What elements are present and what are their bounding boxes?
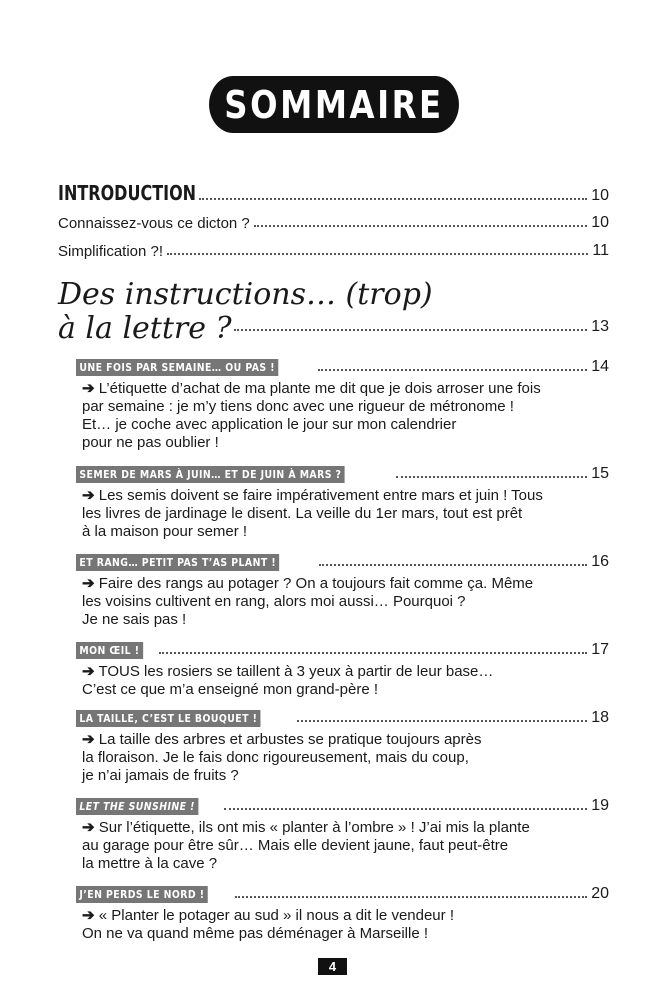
description-line	[82, 505, 609, 523]
description-text: C’est ce que m’a enseigné mon grand-père !	[82, 681, 379, 698]
page-title: SOMMAIRE	[209, 76, 459, 133]
description-line	[82, 749, 609, 767]
toc-page-number: 17	[591, 641, 609, 658]
arrow-right-icon: ➔	[82, 487, 95, 504]
entry-tag: UNE FOIS PAR SEMAINE… OU PAS !	[76, 359, 278, 376]
description-line	[82, 819, 609, 837]
description-text: TOUS les rosiers se taillent à 3 yeux à partir de leur base…	[98, 663, 494, 680]
toc-intro[interactable]	[58, 181, 609, 205]
toc-label: Simplification ?!	[58, 243, 164, 260]
dot-leader	[234, 329, 587, 331]
page-number: 4	[318, 958, 347, 975]
toc-page-number: 10	[591, 214, 609, 231]
description-line	[82, 398, 609, 416]
toc-entry[interactable]	[76, 641, 609, 699]
entry-description	[82, 819, 609, 873]
toc-label: Connaissez-vous ce dicton ?	[58, 215, 250, 232]
description-text: « Planter le potager au sud » il nous a dit le vendeur !	[98, 907, 454, 924]
toc-label: INTRODUCTION	[58, 181, 197, 205]
entry-heading-row[interactable]	[76, 797, 609, 815]
arrow-right-icon: ➔	[82, 575, 95, 592]
entry-tag: ET RANG… PETIT PAS T’AS PLANT !	[76, 554, 279, 571]
chapter-title-line: Des instructions… (trop)	[58, 277, 433, 312]
description-text: La taille des arbres et arbustes se pratique toujours après	[98, 731, 482, 748]
description-text: par semaine : je m’y tiens donc avec une rigueur de métronome !	[82, 398, 514, 415]
description-line	[82, 925, 609, 943]
description-line	[82, 855, 609, 873]
entry-description	[82, 663, 609, 699]
entry-tag: MON ŒIL !	[76, 642, 143, 659]
entry-tag: J’EN PERDS LE NORD !	[76, 886, 208, 903]
description-line	[82, 416, 609, 434]
arrow-right-icon: ➔	[82, 819, 95, 836]
description-text: On ne va quand même pas déménager à Marseille !	[82, 925, 429, 942]
description-text: Sur l’étiquette, ils ont mis « planter à l’ombre » ! J’ai mis la plante	[98, 819, 530, 836]
description-line	[82, 487, 609, 505]
entry-description	[82, 380, 609, 452]
dot-leader	[224, 808, 587, 810]
toc-sub[interactable]	[58, 214, 609, 232]
toc-page-number: 11	[592, 242, 609, 259]
description-text: Et… je coche avec application le jour sur mon calendrier	[82, 416, 457, 433]
description-line	[82, 681, 609, 699]
description-line	[82, 907, 609, 925]
description-text: les voisins cultivent en rang, alors moi aussi… Pourquoi ?	[82, 593, 466, 610]
description-text: Les semis doivent se faire impérativement entre mars et juin ! Tous	[98, 487, 543, 504]
description-text: les livres de jardinage le disent. La veille du 1er mars, tout est prêt	[82, 505, 523, 522]
arrow-right-icon: ➔	[82, 731, 95, 748]
description-text: à la maison pour semer !	[82, 523, 248, 540]
description-text: L’étiquette d’achat de ma plante me dit que je dois arroser une fois	[98, 380, 541, 397]
description-line	[82, 837, 609, 855]
arrow-right-icon: ➔	[82, 380, 95, 397]
description-line	[82, 593, 609, 611]
toc-page-number: 18	[591, 709, 609, 726]
description-text: Je ne sais pas !	[82, 611, 187, 628]
entry-heading-row[interactable]	[76, 885, 609, 903]
toc-entry[interactable]	[76, 553, 609, 629]
description-line	[82, 611, 609, 629]
toc-entry[interactable]	[76, 885, 609, 943]
entry-tag: LA TAILLE, C’EST LE BOUQUET !	[76, 710, 261, 727]
toc-page-number: 20	[591, 885, 609, 902]
entry-description	[82, 907, 609, 943]
description-text: pour ne pas oublier !	[82, 434, 219, 451]
description-line	[82, 380, 609, 398]
arrow-right-icon: ➔	[82, 663, 95, 680]
description-text: au garage pour être sûr… Mais elle devient jaune, faut peut-être	[82, 837, 509, 854]
description-line	[82, 767, 609, 785]
description-line	[82, 731, 609, 749]
entry-heading-row[interactable]	[76, 553, 609, 571]
arrow-right-icon: ➔	[82, 907, 95, 924]
description-text: je n’ai jamais de fruits ?	[82, 767, 239, 784]
toc-page-number: 16	[591, 553, 609, 570]
toc-page-number: 19	[591, 797, 609, 814]
toc-page-number: 14	[591, 358, 609, 375]
entry-heading-row[interactable]	[76, 641, 609, 659]
dot-leader	[396, 476, 587, 478]
dot-leader	[297, 720, 587, 722]
toc-sub[interactable]	[58, 242, 609, 260]
entry-heading-row[interactable]	[76, 358, 609, 376]
toc-page-number: 15	[591, 465, 609, 482]
chapter-title-line: à la lettre ?	[58, 311, 232, 346]
description-text: Faire des rangs au potager ? On a toujours fait comme ça. Même	[98, 575, 534, 592]
toc-entry[interactable]	[76, 358, 609, 452]
entry-tag: LET THE SUNSHINE !	[76, 798, 198, 815]
entry-tag: SEMER DE MARS À JUIN… ET DE JUIN À MARS ?	[76, 466, 345, 483]
entry-description	[82, 731, 609, 785]
dot-leader	[235, 896, 587, 898]
toc-entry[interactable]	[76, 709, 609, 785]
dot-leader	[318, 369, 587, 371]
entry-heading-row[interactable]	[76, 465, 609, 483]
dot-leader	[319, 564, 587, 566]
toc-entry[interactable]	[76, 797, 609, 873]
dot-leader	[167, 253, 588, 255]
description-line	[82, 575, 609, 593]
toc-entry[interactable]	[76, 465, 609, 541]
description-line	[82, 663, 609, 681]
dot-leader	[159, 652, 588, 654]
dot-leader	[254, 225, 587, 227]
description-line	[82, 434, 609, 452]
description-line	[82, 523, 609, 541]
toc-page-number: 10	[591, 187, 609, 204]
entry-description	[82, 575, 609, 629]
chapter-leader-row[interactable]	[230, 318, 609, 336]
toc-page-number: 13	[591, 318, 609, 335]
dot-leader	[199, 198, 588, 200]
description-text: la floraison. Je le fais donc rigoureusement, mais du coup,	[82, 749, 469, 766]
description-text: la mettre à la cave ?	[82, 855, 218, 872]
entry-heading-row[interactable]	[76, 709, 609, 727]
entry-description	[82, 487, 609, 541]
